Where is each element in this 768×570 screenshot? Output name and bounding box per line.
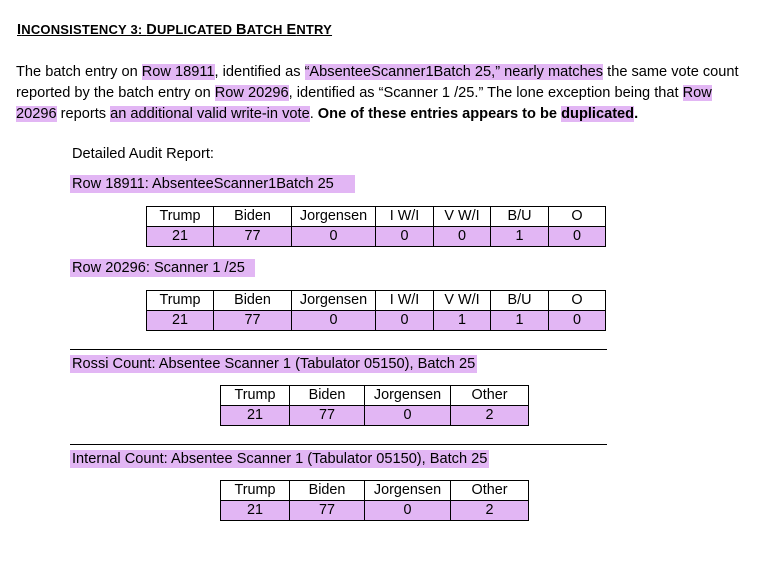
header-cell: Jorgensen xyxy=(292,291,376,311)
table-header-row xyxy=(147,207,606,227)
heading-text: UPLICATED xyxy=(156,22,236,37)
table-header-row xyxy=(221,481,529,501)
header-cell: V W/I xyxy=(434,207,491,227)
divider-line xyxy=(70,444,607,445)
row1-table xyxy=(146,206,606,247)
divider-line xyxy=(70,349,607,350)
header-cell: Jorgensen xyxy=(292,207,376,227)
value-cell: 21 xyxy=(147,311,214,331)
paragraph-text: The batch entry on xyxy=(16,64,142,80)
header-cell: O xyxy=(549,291,606,311)
heading-initial: B xyxy=(236,22,247,38)
table-values-row xyxy=(221,501,529,521)
header-cell: O xyxy=(549,207,606,227)
header-cell: Jorgensen xyxy=(365,386,451,406)
table-values-row xyxy=(147,227,606,247)
header-cell: I W/I xyxy=(376,207,434,227)
value-cell: 0 xyxy=(549,311,606,331)
paragraph-text: , identified as xyxy=(214,64,305,80)
header-cell: Biden xyxy=(290,386,365,406)
value-cell: 21 xyxy=(221,501,290,521)
value-cell: 0 xyxy=(434,227,491,247)
header-cell: Biden xyxy=(290,481,365,501)
header-cell: Trump xyxy=(221,481,290,501)
value-cell: 77 xyxy=(290,406,365,426)
header-cell: Biden xyxy=(214,291,292,311)
header-cell: Biden xyxy=(214,207,292,227)
value-cell: 0 xyxy=(549,227,606,247)
value-cell: 77 xyxy=(214,227,292,247)
highlight-write-in: an additional valid write-in vote xyxy=(110,106,310,122)
paragraph-text: reports xyxy=(56,106,111,122)
value-cell: 77 xyxy=(214,311,292,331)
heading-text: ATCH xyxy=(246,22,287,37)
paragraph-text: the same vote count reported by the batch entry on xyxy=(16,64,739,101)
table-header-row xyxy=(221,386,529,406)
header-cell: I W/I xyxy=(376,291,434,311)
table-header-row xyxy=(147,291,606,311)
header-cell: V W/I xyxy=(434,291,491,311)
header-cell: B/U xyxy=(491,291,549,311)
internal-count-table xyxy=(220,480,529,521)
highlight-duplicated: duplicated xyxy=(561,106,635,122)
paragraph-text: , identified as “Scanner 1 /25.” The lone exception being that xyxy=(288,85,683,101)
heading-text: NCONSISTENCY 3: xyxy=(21,22,147,37)
heading-initial: E xyxy=(286,22,297,38)
paragraph-text: . xyxy=(309,106,318,122)
internal-count-label: Internal Count: Absentee Scanner 1 (Tabulator 05150), Batch 25 xyxy=(72,451,488,467)
table-values-row xyxy=(221,406,529,426)
value-cell: 0 xyxy=(292,227,376,247)
row1-label: Row 18911: AbsenteeScanner1Batch 25 xyxy=(70,175,355,193)
value-cell: 0 xyxy=(365,406,451,426)
header-cell: Trump xyxy=(147,291,214,311)
value-cell: 21 xyxy=(221,406,290,426)
value-cell: 2 xyxy=(451,406,529,426)
header-cell: Other xyxy=(451,481,529,501)
value-cell: 0 xyxy=(365,501,451,521)
header-cell: Other xyxy=(451,386,529,406)
header-cell: Trump xyxy=(147,207,214,227)
header-cell: Jorgensen xyxy=(365,481,451,501)
value-cell: 1 xyxy=(491,227,549,247)
value-cell: 77 xyxy=(290,501,365,521)
bold-conclusion: . xyxy=(634,106,639,122)
value-cell: 0 xyxy=(292,311,376,331)
rossi-count-label: Rossi Count: Absentee Scanner 1 (Tabulator 05150), Batch 25 xyxy=(72,356,476,372)
detailed-audit-label: Detailed Audit Report: xyxy=(72,146,214,162)
value-cell: 0 xyxy=(376,311,434,331)
header-cell: Trump xyxy=(221,386,290,406)
value-cell: 0 xyxy=(376,227,434,247)
highlight-row-20296: Row 20296 xyxy=(214,85,289,101)
row2-table xyxy=(146,290,606,331)
heading-text: NTRY xyxy=(296,22,333,37)
row2-label: Row 20296: Scanner 1 /25 xyxy=(70,259,255,277)
section-heading xyxy=(17,22,332,38)
value-cell: 21 xyxy=(147,227,214,247)
highlight-row-18911: Row 18911 xyxy=(141,64,215,80)
value-cell: 1 xyxy=(434,311,491,331)
header-cell: B/U xyxy=(491,207,549,227)
heading-initial: D xyxy=(146,22,157,38)
summary-paragraph xyxy=(16,62,746,125)
bold-conclusion: One of these entries appears to be xyxy=(317,106,562,122)
rossi-count-table xyxy=(220,385,529,426)
value-cell: 2 xyxy=(451,501,529,521)
heading-initial: I xyxy=(17,22,22,38)
table-values-row xyxy=(147,311,606,331)
highlight-batch-name: “AbsenteeScanner1Batch 25,” nearly matches xyxy=(304,64,604,80)
value-cell: 1 xyxy=(491,311,549,331)
highlight-row-20296: Row 20296 xyxy=(16,85,712,122)
